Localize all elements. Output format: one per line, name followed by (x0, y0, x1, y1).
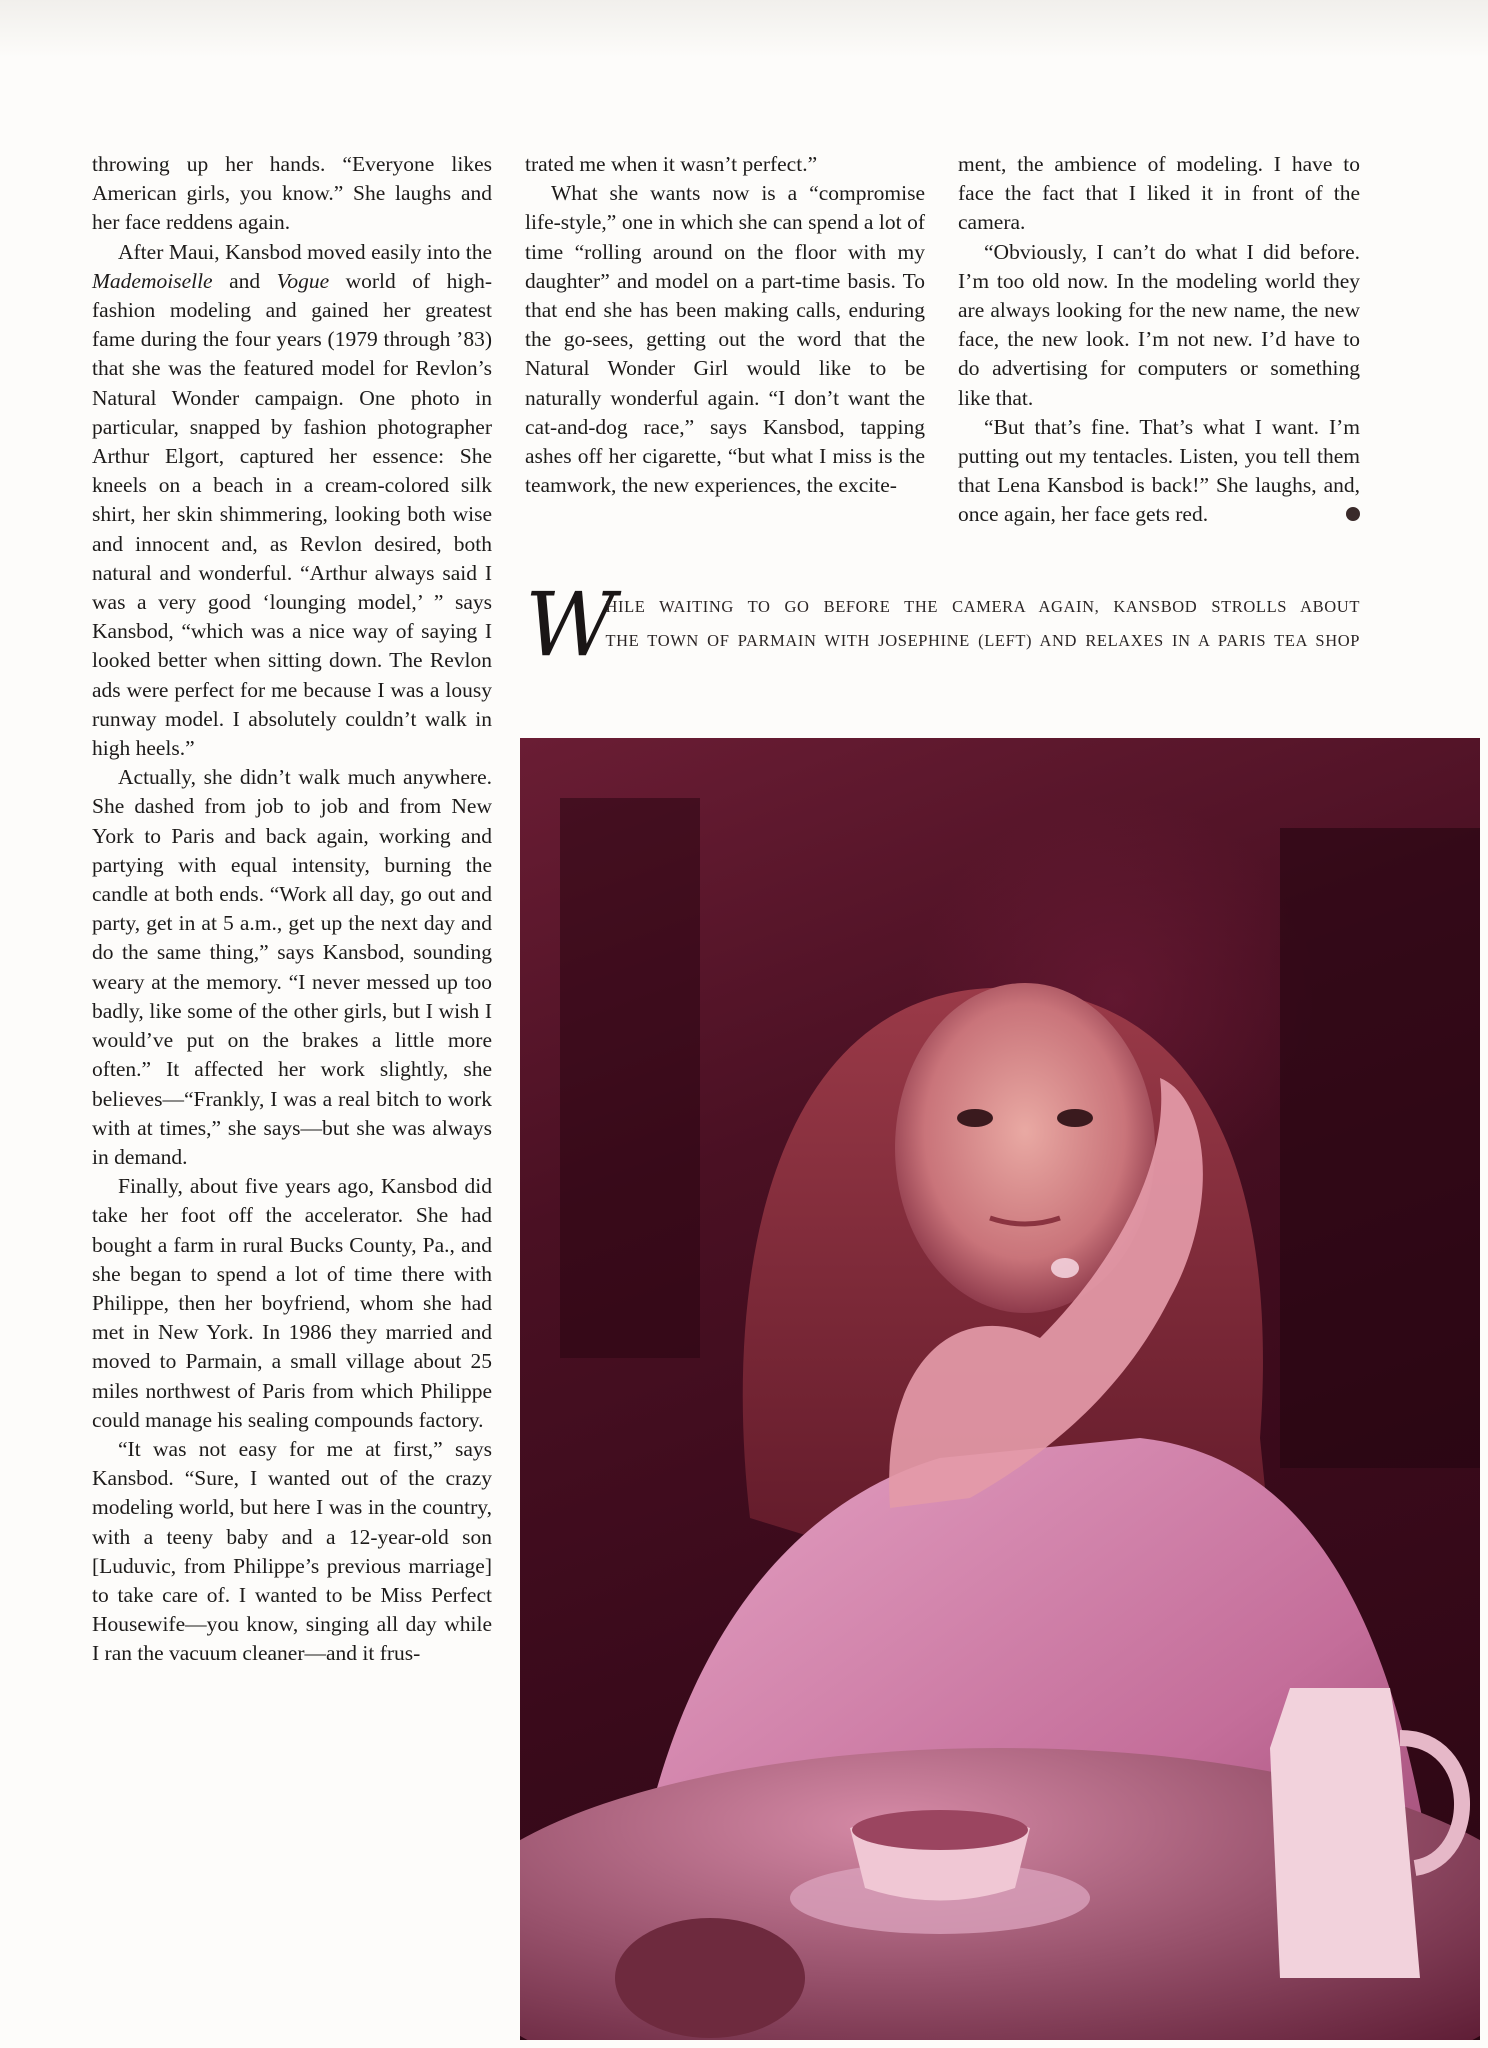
text-run: and (212, 268, 277, 293)
text-run: After Maui, Kansbod moved easily into the (118, 239, 492, 264)
portrait-photo (520, 738, 1480, 2040)
paragraph (92, 238, 492, 764)
background-doorway-shape (560, 798, 700, 1358)
text-run: “But that’s fine. That’s what I want. I’m putting out my tentacles. Listen, you tell them that Lena Kansbod is back!” She laughs, and, once again, her face gets red. (958, 414, 1360, 527)
article-column-2 (525, 150, 925, 500)
pastry-shape (615, 1918, 805, 2038)
magazine-title: Mademoiselle (92, 268, 213, 293)
paragraph: “It was not easy for me at first,” says Kansbod. “Sure, I wanted out of the crazy modeling world, but here I was in the country, with a teeny baby and a 12-year-old son [Luduvic, from Philippe’s previous marriage] to take care of. I wanted to be Miss Perfect Housewife—you know, singing all day while I ran the vacuum cleaner—and it frus- (92, 1436, 492, 1666)
magazine-title: Vogue (276, 268, 330, 293)
end-mark-icon (1346, 507, 1360, 521)
article-column-3 (958, 150, 1360, 530)
caption-drop-cap: W (525, 573, 602, 676)
photo-caption (525, 573, 1360, 676)
page-top-band (0, 0, 1488, 58)
paragraph: trated me when it wasn’t perfect.” (525, 152, 818, 176)
paragraph: ment, the ambience of modeling. I have to face the fact that I liked it in front of the camera. (958, 152, 1360, 235)
caption-line-1: HILE WAITING TO GO BEFORE THE CAMERA AGAIN, KANSBOD STROLLS ABOUT (605, 597, 1360, 616)
paragraph: Finally, about five years ago, Kansbod did take her foot off the accelerator. She had bought a farm in rural Bucks County, Pa., and she began to spend a lot of time there with Philippe, then her boyfriend, whom she had met in New York. In 1986 they married and moved to Parmain, a small village about 25 miles northwest of Paris from which Philippe could manage his sealing compounds factory. (92, 1174, 492, 1432)
paragraph (958, 413, 1360, 530)
article-column-1 (92, 150, 492, 1669)
portrait-illustration (520, 738, 1480, 2040)
paragraph: throwing up her hands. “Everyone likes American girls, you know.” She laughs and her face reddens again. (92, 152, 492, 235)
caption-line-2: THE TOWN OF PARMAIN WITH JOSEPHINE (LEFT) AND RELAXES IN A PARIS TEA SHOP (605, 631, 1360, 650)
text-run: world of high-fashion modeling and gained her greatest fame during the four years (1979 through ’83) that she was the featured model for Revlon’s Natural Wonder campaign. One photo in particular, snapped by fashion photographer Arthur Elgort, captured her essence: She kneels on a beach in a cream-colored silk shirt, her skin shimmering, looking both wise and innocent and, as Revlon desired, both natural and wonderful. “Arthur always said I was a very good ‘lounging model,’ ” says Kansbod, “which was a nice way of saying I looked better when sitting down. The Revlon ads were perfect for me because I was a lousy runway model. I absolutely couldn’t walk in high heels.” (92, 268, 492, 761)
ring-shape (1051, 1258, 1079, 1278)
paragraph: “Obviously, I can’t do what I did before. I’m too old now. In the modeling world they are always looking for the new name, the new face, the new look. I’m not new. I’d have to do advertising for computers or something like that. (958, 239, 1360, 410)
paragraph: Actually, she didn’t walk much anywhere. She dashed from job to job and from New York to Paris and back again, working and partying with equal intensity, burning the candle at both ends. “Work all day, go out and party, get in at 5 a.m., get up the next day and do the same thing,” says Kansbod, sounding weary at the memory. “I never messed up too badly, like some of the other girls, but I wish I would’ve put on the brakes a little more often.” It affected her work slightly, she believes—“Frankly, I was a real bitch to work with at times,” she says—but she was always in demand. (92, 765, 492, 1169)
paragraph: What she wants now is a “compromise life-style,” one in which she can spend a lot of time “rolling around on the floor with my daughter” and model on a part-time basis. To that end she has been making calls, enduring the go-sees, getting out the word that the Natural Wonder Girl would like to be naturally wonderful again. “I don’t want the cat-and-dog race,” says Kansbod, tapping ashes off her cigarette, “but what I miss is the teamwork, the new experiences, the excite- (525, 181, 925, 498)
